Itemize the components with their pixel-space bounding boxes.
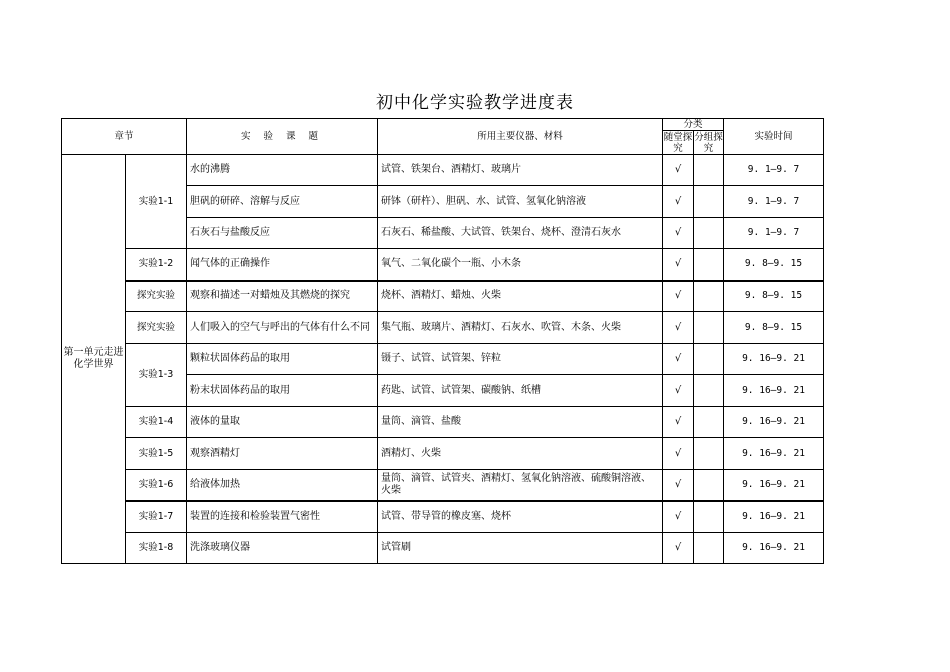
header-cat-group: 分组探究 bbox=[694, 131, 723, 154]
row-materials: 研钵（研杵）、胆矾、水、试管、氢氧化钠溶液 bbox=[378, 186, 663, 218]
row-time: 9. 16—9. 21 bbox=[724, 501, 824, 533]
row-topic: 水的沸腾 bbox=[187, 155, 378, 186]
row-group bbox=[694, 438, 724, 470]
row-time: 9. 16—9. 21 bbox=[724, 438, 824, 470]
row-group bbox=[694, 281, 724, 312]
header-time: 实验时间 bbox=[724, 119, 824, 155]
table-row bbox=[62, 438, 824, 470]
row-time: 9. 16—9. 21 bbox=[724, 470, 824, 501]
row-materials: 试管、铁架台、酒精灯、玻璃片 bbox=[378, 155, 663, 186]
row-time: 9. 16—9. 21 bbox=[724, 375, 824, 407]
row-group bbox=[694, 155, 724, 186]
row-label: 实验1-3 bbox=[126, 344, 187, 407]
row-topic: 胆矾的研碎、溶解与反应 bbox=[187, 186, 378, 218]
row-group bbox=[694, 344, 724, 375]
row-demo: √ bbox=[663, 344, 694, 375]
table-row bbox=[62, 312, 824, 344]
row-demo: √ bbox=[663, 533, 694, 564]
row-group bbox=[694, 218, 724, 249]
row-time: 9. 8—9. 15 bbox=[724, 281, 824, 312]
row-topic: 观察酒精灯 bbox=[187, 438, 378, 470]
row-group bbox=[694, 533, 724, 564]
header-category: 分类 bbox=[663, 119, 724, 131]
row-materials: 石灰石、稀盐酸、大试管、铁架台、烧杯、澄清石灰水 bbox=[378, 218, 663, 249]
row-label: 实验1-5 bbox=[126, 438, 187, 470]
row-materials: 量筒、滴管、盐酸 bbox=[378, 407, 663, 438]
row-time: 9. 1—9. 7 bbox=[724, 186, 824, 218]
table-row bbox=[62, 344, 824, 375]
header-cat-demo: 随堂探究 bbox=[663, 131, 693, 154]
row-materials: 试管、带导管的橡皮塞、烧杯 bbox=[378, 501, 663, 533]
row-group bbox=[694, 375, 724, 407]
unit-cell: 第一单元走进化学世界 bbox=[62, 155, 126, 564]
header-row bbox=[62, 119, 824, 131]
row-label: 实验1-6 bbox=[126, 470, 187, 501]
row-materials: 药匙、试管、试管架、碳酸钠、纸槽 bbox=[378, 375, 663, 407]
row-time: 9. 1—9. 7 bbox=[724, 218, 824, 249]
row-topic: 闻气体的正确操作 bbox=[187, 249, 378, 281]
row-materials: 集气瓶、玻璃片、酒精灯、石灰水、吹管、木条、火柴 bbox=[378, 312, 663, 344]
row-topic: 给液体加热 bbox=[187, 470, 378, 501]
row-topic: 人们吸入的空气与呼出的气体有什么不同 bbox=[187, 312, 378, 344]
row-time: 9. 16—9. 21 bbox=[724, 344, 824, 375]
row-demo: √ bbox=[663, 186, 694, 218]
row-materials: 镊子、试管、试管架、锌粒 bbox=[378, 344, 663, 375]
table-row bbox=[62, 249, 824, 281]
row-topic: 颗粒状固体药品的取用 bbox=[187, 344, 378, 375]
row-demo: √ bbox=[663, 407, 694, 438]
table-row bbox=[62, 501, 824, 533]
header-materials: 所用主要仪器、材料 bbox=[378, 119, 663, 155]
header-chapter: 章节 bbox=[62, 119, 187, 155]
row-label: 探究实验 bbox=[126, 281, 187, 312]
row-label: 实验1-8 bbox=[126, 533, 187, 564]
row-topic: 粉末状固体药品的取用 bbox=[187, 375, 378, 407]
row-time: 9. 8—9. 15 bbox=[724, 312, 824, 344]
row-group bbox=[694, 249, 724, 281]
row-label: 实验1-1 bbox=[126, 155, 187, 249]
row-demo: √ bbox=[663, 281, 694, 312]
row-demo: √ bbox=[663, 249, 694, 281]
row-demo: √ bbox=[663, 375, 694, 407]
page-title: 初中化学实验教学进度表 bbox=[376, 93, 574, 113]
row-materials: 量筒、滴管、试管夹、酒精灯、氢氧化钠溶液、硫酸铜溶液、火柴 bbox=[378, 470, 663, 501]
row-label: 实验1-7 bbox=[126, 501, 187, 533]
row-topic: 洗涤玻璃仪器 bbox=[187, 533, 378, 564]
row-demo: √ bbox=[663, 218, 694, 249]
row-topic: 装置的连接和检验装置气密性 bbox=[187, 501, 378, 533]
row-topic: 液体的量取 bbox=[187, 407, 378, 438]
row-demo: √ bbox=[663, 155, 694, 186]
row-group bbox=[694, 312, 724, 344]
table-row bbox=[62, 470, 824, 501]
header-topic: 实 验 课 题 bbox=[187, 119, 378, 155]
row-materials: 烧杯、酒精灯、蜡烛、火柴 bbox=[378, 281, 663, 312]
row-label: 实验1-4 bbox=[126, 407, 187, 438]
row-label: 实验1-2 bbox=[126, 249, 187, 281]
row-topic: 观察和描述一对蜡烛及其燃烧的探究 bbox=[187, 281, 378, 312]
table-row bbox=[62, 281, 824, 312]
row-time: 9. 1—9. 7 bbox=[724, 155, 824, 186]
row-time: 9. 16—9. 21 bbox=[724, 533, 824, 564]
row-materials: 氧气、二氧化碳个一瓶、小木条 bbox=[378, 249, 663, 281]
row-topic: 石灰石与盐酸反应 bbox=[187, 218, 378, 249]
row-group bbox=[694, 470, 724, 501]
row-materials: 试管刷 bbox=[378, 533, 663, 564]
schedule-table bbox=[61, 118, 824, 564]
row-demo: √ bbox=[663, 312, 694, 344]
row-demo: √ bbox=[663, 470, 694, 501]
row-label: 探究实验 bbox=[126, 312, 187, 344]
table-row bbox=[62, 407, 824, 438]
row-group bbox=[694, 186, 724, 218]
row-time: 9. 16—9. 21 bbox=[724, 407, 824, 438]
row-demo: √ bbox=[663, 438, 694, 470]
table-row bbox=[62, 533, 824, 564]
row-group bbox=[694, 501, 724, 533]
row-materials: 酒精灯、火柴 bbox=[378, 438, 663, 470]
row-demo: √ bbox=[663, 501, 694, 533]
row-group bbox=[694, 407, 724, 438]
table-row bbox=[62, 155, 824, 186]
row-time: 9. 8—9. 15 bbox=[724, 249, 824, 281]
